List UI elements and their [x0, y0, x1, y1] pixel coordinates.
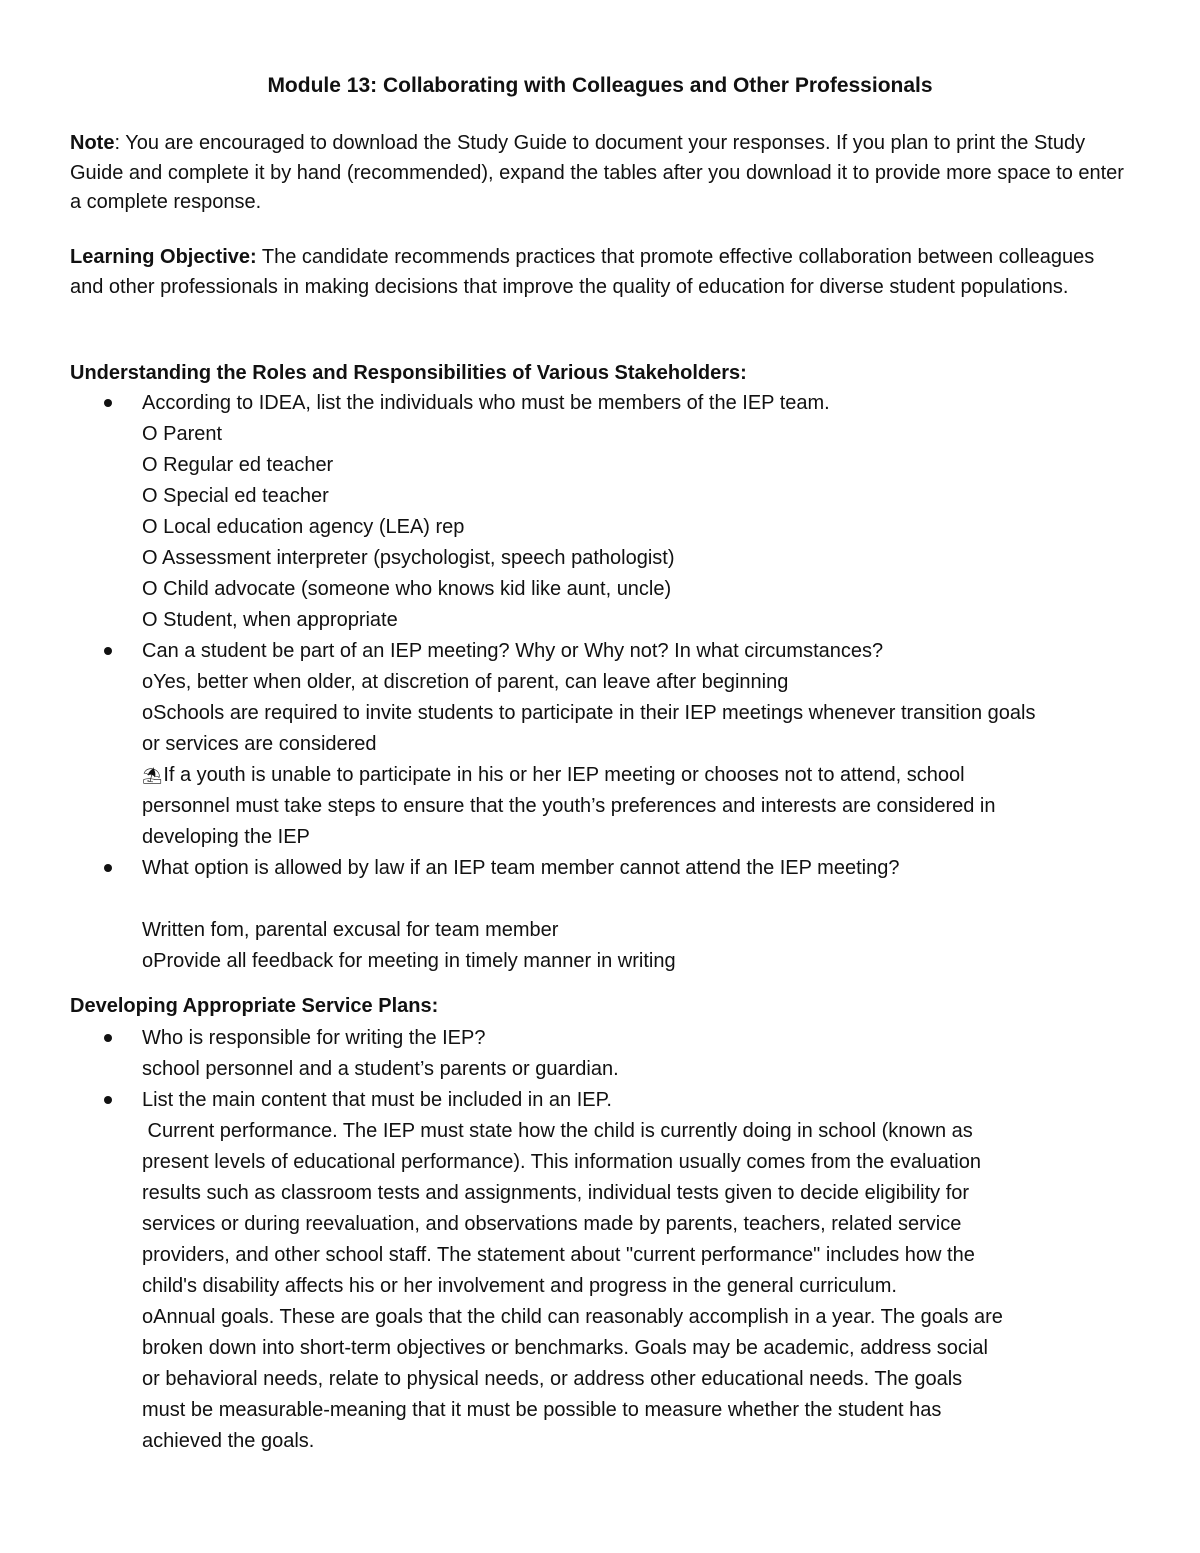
objective-label: Learning Objective:	[70, 246, 257, 268]
answer-text: If a youth is unable to participate in his or her IEP meeting or chooses not to attend, school	[163, 764, 965, 786]
answer-line: services or during reevaluation, and observations made by parents, teachers, related service	[142, 1213, 962, 1235]
answer-line: O Special ed teacher	[142, 485, 329, 507]
bullet-icon	[104, 1034, 112, 1042]
question-line: List the main content that must be included in an IEP.	[142, 1089, 612, 1111]
list-symbol-icon: ⛱	[142, 768, 163, 785]
answer-line: or behavioral needs, relate to physical needs, or address other educational needs. The goals	[142, 1368, 963, 1390]
objective-text: The candidate recommends practices that promote effective collaboration between colleagues and other professionals in making decisions that improve the quality of education for diverse student populations.	[70, 246, 1095, 298]
bullet-icon	[104, 1096, 112, 1104]
answer-line: broken down into short-term objectives or benchmarks. Goals may be academic, address social	[142, 1337, 988, 1359]
page-title: Module 13: Collaborating with Colleagues and Other Professionals	[267, 74, 933, 97]
answer-line: oSchools are required to invite students to participate in their IEP meetings whenever transition goals	[142, 702, 1036, 724]
answer-line: oProvide all feedback for meeting in timely manner in writing	[142, 950, 676, 972]
answer-line: O Parent	[142, 423, 223, 445]
answer-line: results such as classroom tests and assignments, individual tests given to decide eligibility for	[142, 1182, 970, 1204]
answer-line: O Regular ed teacher	[142, 454, 334, 476]
objective-paragraph	[70, 243, 1130, 302]
note-paragraph	[70, 129, 1130, 218]
answer-line: oYes, better when older, at discretion of parent, can leave after beginning	[142, 671, 789, 693]
answer-line: developing the IEP	[142, 826, 310, 848]
section-heading-roles: Understanding the Roles and Responsibilities of Various Stakeholders:	[70, 362, 747, 384]
question-line: Who is responsible for writing the IEP?	[142, 1027, 486, 1049]
answer-line: O Local education agency (LEA) rep	[142, 516, 465, 538]
question-line: Can a student be part of an IEP meeting? Why or Why not? In what circumstances?	[142, 640, 884, 662]
answer-line: or services are considered	[142, 733, 377, 755]
answer-line: oAnnual goals. These are goals that the child can reasonably accomplish in a year. The goals are	[142, 1306, 1003, 1328]
section-heading-service-plans: Developing Appropriate Service Plans:	[70, 995, 439, 1017]
answer-line: O Child advocate (someone who knows kid like aunt, uncle)	[142, 578, 672, 600]
answer-line: present levels of educational performance). This information usually comes from the evaluation	[142, 1151, 981, 1173]
bullet-icon	[104, 399, 112, 407]
answer-line: O Assessment interpreter (psychologist, speech pathologist)	[142, 547, 675, 569]
answer-line	[142, 760, 1132, 792]
answer-line: school personnel and a student’s parents or guardian.	[142, 1058, 619, 1080]
bullet-icon	[104, 647, 112, 655]
answer-line: Current performance. The IEP must state how the child is currently doing in school (known as	[142, 1120, 973, 1142]
answer-line: must be measurable-meaning that it must be possible to measure whether the student has	[142, 1399, 942, 1421]
question-line: According to IDEA, list the individuals who must be members of the IEP team.	[142, 392, 830, 414]
answer-line: providers, and other school staff. The statement about "current performance" includes how the	[142, 1244, 975, 1266]
answer-line: child's disability affects his or her involvement and progress in the general curriculum.	[142, 1275, 897, 1297]
answer-line: personnel must take steps to ensure that the youth’s preferences and interests are considered in	[142, 795, 996, 817]
answer-line: Written fom, parental excusal for team member	[142, 919, 559, 941]
answer-line: O Student, when appropriate	[142, 609, 398, 631]
note-label: Note	[70, 132, 115, 154]
answer-line: achieved the goals.	[142, 1430, 315, 1452]
note-text: : You are encouraged to download the Study Guide to document your responses. If you plan to print the Study Guide and complete it by hand (recommended), expand the tables after you download it to provide more space to enter a complete response.	[70, 132, 1124, 213]
question-line: What option is allowed by law if an IEP team member cannot attend the IEP meeting?	[142, 857, 900, 879]
bullet-icon	[104, 864, 112, 872]
